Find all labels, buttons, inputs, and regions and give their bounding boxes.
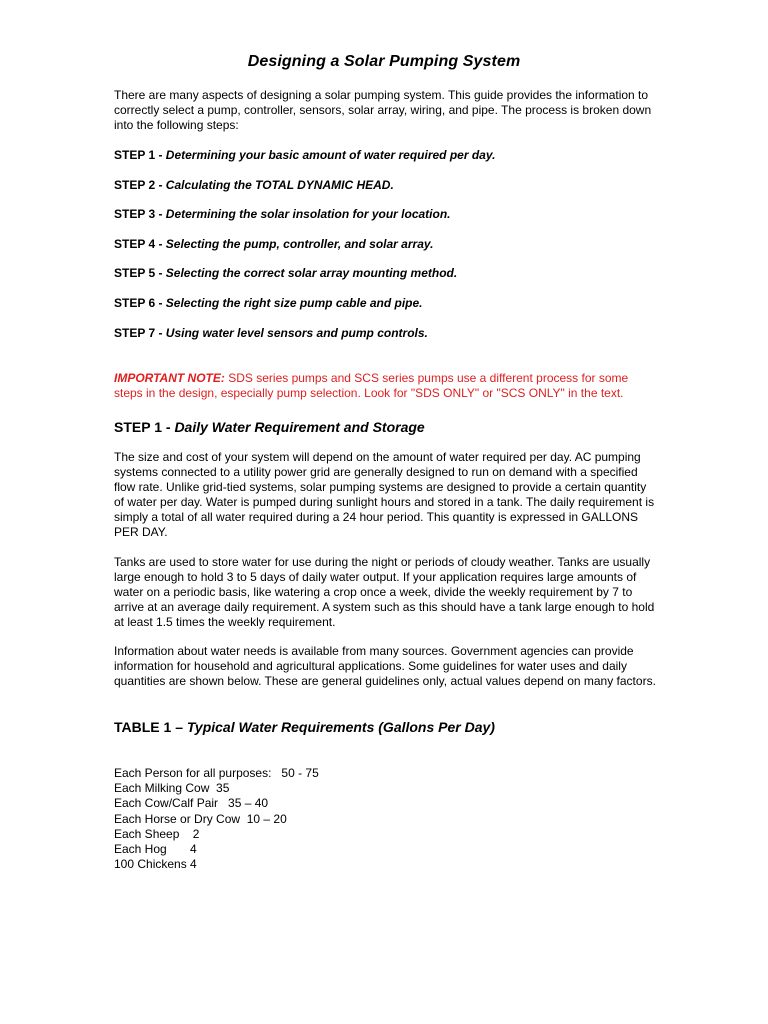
- document-title: Designing a Solar Pumping System: [247, 53, 521, 70]
- intro-paragraph: There are many aspects of designing a solar pumping system. This guide provides the information to correctly select a pump, controller, sensors, solar array, wiring, and pipe. The process is broken down into the following steps:: [114, 88, 652, 132]
- list-item: Each Milking Cow 35: [114, 781, 230, 796]
- important-note-label: IMPORTANT NOTE:: [114, 371, 225, 385]
- step-description: Determining your basic amount of water required per day.: [165, 148, 496, 162]
- step-label: STEP 5 -: [114, 266, 166, 280]
- step-description: Selecting the right size pump cable and pipe.: [165, 296, 423, 310]
- important-note: [114, 371, 659, 401]
- list-item: Each Hog 4: [114, 842, 197, 857]
- step-description: Using water level sensors and pump controls.: [165, 326, 428, 340]
- step-label: STEP 2 -: [114, 178, 166, 192]
- step-1-paragraph-2: Tanks are used to store water for use during the night or periods of cloudy weather. Tanks are usually large enough to hold 3 to 5 days of daily water output. If your application requires large amounts of water on a periodic basis, like watering a crop once a week, divide the weekly requirement by 7 to arrive at an average daily requirement. A system such as this should have a tank large enough to hold at least 1.5 times the weekly requirement.: [114, 555, 655, 629]
- step-2-line: [114, 178, 394, 192]
- list-item: Each Cow/Calf Pair 35 – 40: [114, 796, 269, 811]
- step-1-section-heading: [114, 419, 425, 435]
- step-description: Selecting the pump, controller, and solar array.: [165, 237, 434, 251]
- step-description: Calculating the TOTAL DYNAMIC HEAD.: [165, 178, 394, 192]
- step-label: STEP 7 -: [114, 326, 166, 340]
- step-1-paragraph-3: Information about water needs is available from many sources. Government agencies can provide information for household and agricultural applications. Some guidelines for water uses and daily quantities are shown below. These are general guidelines only, actual values depend on many factors.: [114, 644, 656, 688]
- list-item: Each Person for all purposes: 50 - 75: [114, 766, 319, 780]
- step-3-line: [114, 207, 451, 221]
- section-heading-title: Daily Water Requirement and Storage: [174, 419, 425, 435]
- step-7-line: [114, 326, 428, 340]
- step-label: STEP 1 -: [114, 148, 166, 162]
- list-item: Each Horse or Dry Cow 10 – 20: [114, 811, 287, 826]
- list-item: Each Sheep 2: [114, 826, 200, 841]
- section-heading-label: STEP 1 -: [114, 419, 175, 435]
- important-note-text: SDS series pumps and SCS series pumps use a different process for some steps in the design, especially pump selection. Look for "SDS ONLY" or "SCS ONLY" in the text.: [114, 371, 629, 400]
- step-5-line: [114, 266, 457, 280]
- table-1-heading: [114, 719, 495, 735]
- table-heading-title: Typical Water Requirements (Gallons Per Day): [186, 719, 495, 735]
- step-label: STEP 6 -: [114, 296, 166, 310]
- step-label: STEP 3 -: [114, 207, 166, 221]
- step-1-line: [114, 148, 495, 162]
- table-heading-label: TABLE 1 –: [114, 719, 187, 735]
- step-description: Determining the solar insolation for your location.: [165, 207, 451, 221]
- step-description: Selecting the correct solar array mounting method.: [165, 266, 458, 280]
- step-1-paragraph-1: The size and cost of your system will depend on the amount of water required per day. AC pumping systems connected to a utility power grid are generally designed to run on demand with a specified flow rate. Unlike grid-tied systems, solar pumping systems are designed to provide a certain quantity of water per day. Water is pumped during sunlight hours and stored in a tank. The daily requirement is simply a total of all water required during a 24 hour period. This quantity is expressed in GALLONS PER DAY.: [114, 450, 655, 539]
- list-item: 100 Chickens 4: [114, 857, 197, 872]
- water-requirements-list: [114, 766, 319, 872]
- step-6-line: [114, 296, 423, 310]
- step-4-line: [114, 237, 433, 251]
- step-label: STEP 4 -: [114, 237, 166, 251]
